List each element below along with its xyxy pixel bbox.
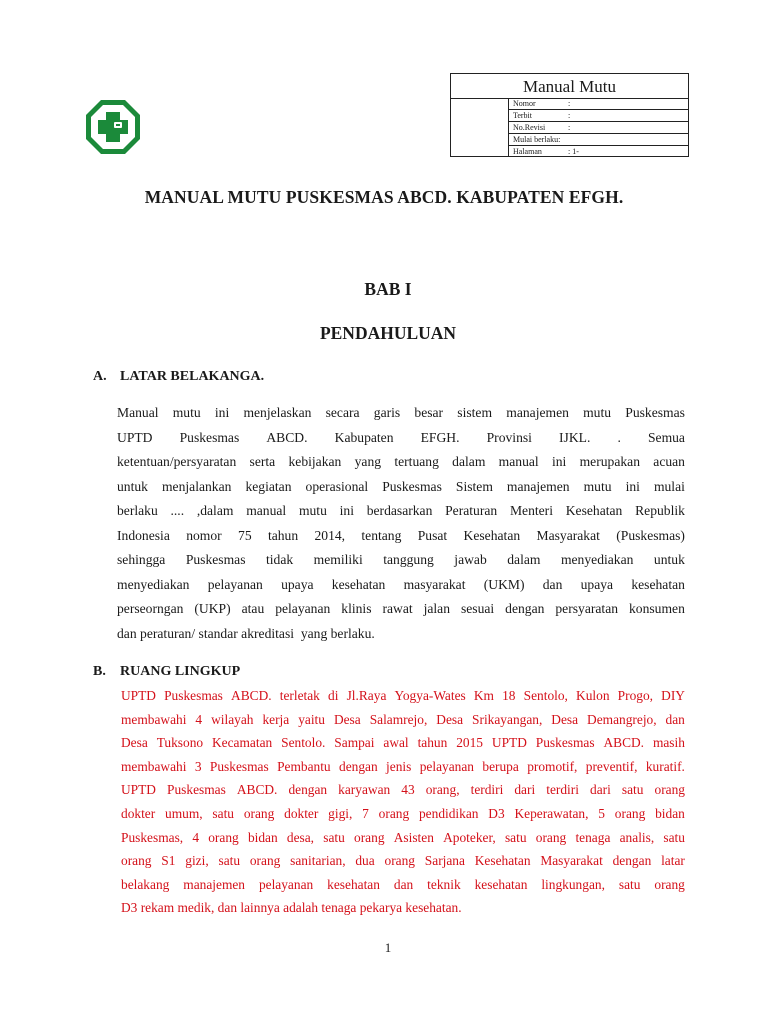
- paragraph-line: berlaku .... ,dalam manual mutu ini berdasarkan Peraturan Menteri Kesehatan Republik: [117, 503, 685, 518]
- paragraph-line: Puskesmas, 4 orang bidan desa, satu orang Asisten Apoteker, satu orang tenaga analis, satu: [121, 829, 685, 845]
- document-title: MANUAL MUTU PUSKESMAS ABCD. KABUPATEN EFGH.: [144, 187, 624, 207]
- document-control-table: [450, 73, 689, 157]
- paragraph-line: membawahi 3 Puskesmas Pembantu dengan jenis pelayanan berupa promotif, preventif, kuratif.: [121, 758, 685, 774]
- section-a-paragraph: [117, 401, 685, 646]
- chapter-title: PENDAHULUAN: [319, 323, 457, 343]
- header-row-label: No.Revisi: [513, 123, 546, 132]
- chapter-number: BAB I: [364, 279, 412, 299]
- section-number: B.: [93, 664, 106, 679]
- paragraph-line: membawahi 4 wilayah kerja yaitu Desa Salamrejo, Desa Srikayangan, Desa Demangrejo, dan: [121, 711, 685, 727]
- paragraph-line: dan peraturan/ standar akreditasi yang berlaku.: [117, 625, 375, 641]
- header-row-label: Halaman: [513, 147, 542, 156]
- header-blank-cell: [451, 98, 509, 156]
- page-number: 1: [384, 940, 392, 955]
- header-row-revisi: [508, 122, 688, 134]
- header-row-value: :: [568, 111, 571, 120]
- header-row-nomor: [508, 98, 688, 110]
- header-row-value: : 1-: [568, 147, 579, 156]
- paragraph-line: belakang manajemen pelayanan kesehatan dan teknik kesehatan lingkungan, satu orang: [121, 876, 685, 892]
- paragraph-line: Indonesia nomor 75 tahun 2014, tentang Pusat Kesehatan Masyarakat (Puskesmas): [117, 527, 685, 543]
- paragraph-line: menyediakan pelayanan upaya kesehatan masyarakat (UKM) dan upaya kesehatan: [117, 576, 685, 592]
- paragraph-line: ketentuan/persyaratan serta kebijakan yang tertuang dalam manual ini merupakan acuan: [117, 454, 685, 469]
- section-b-paragraph: [121, 684, 685, 920]
- header-row-halaman: [508, 146, 688, 157]
- paragraph-line: untuk menjalankan kegiatan operasional Puskesmas Sistem manajemen mutu ini mulai: [117, 478, 685, 494]
- section-number: A.: [93, 369, 107, 384]
- section-title: LATAR BELAKANGA.: [120, 369, 265, 384]
- section-title: RUANG LINGKUP: [120, 664, 241, 679]
- header-row-terbit: [508, 110, 688, 122]
- header-row-label: Mulai berlaku:: [513, 135, 561, 144]
- header-row-label: Terbit: [513, 111, 532, 120]
- paragraph-line: UPTD Puskesmas ABCD. terletak di Jl.Raya Yogya-Wates Km 18 Sentolo, Kulon Progo, DIY: [121, 688, 685, 703]
- header-row-label: Nomor: [513, 99, 536, 108]
- paragraph-line: D3 rekam medik, dan lainnya adalah tenaga pekarya kesehatan.: [121, 900, 462, 916]
- paragraph-line: dokter umum, satu orang dokter gigi, 7 orang pendidikan D3 Keperawatan, 5 orang bidan: [121, 805, 685, 821]
- paragraph-line: Manual mutu ini menjelaskan secara garis besar sistem manajemen mutu Puskesmas: [117, 405, 685, 420]
- header-row-value: :: [568, 99, 571, 108]
- puskesmas-logo-icon: [84, 98, 142, 156]
- header-title: Manual Mutu: [451, 74, 688, 99]
- paragraph-line: orang S1 gizi, satu orang sanitarian, dua orang Sarjana Kesehatan Masyarakat dengan latar: [121, 853, 685, 869]
- header-row-value: :: [568, 123, 571, 132]
- paragraph-line: perseorngan (UKP) atau pelayanan klinis rawat jalan sesuai dengan persyaratan konsumen: [117, 601, 685, 616]
- paragraph-line: UPTD Puskesmas ABCD. Kabupaten EFGH. Provinsi IJKL. . Semua: [117, 429, 685, 445]
- paragraph-line: sehingga Puskesmas tidak memiliki tanggung jawab dalam menyediakan untuk: [117, 552, 685, 567]
- header-rows: [508, 98, 688, 156]
- header-row-mulai-berlaku: [508, 134, 688, 146]
- paragraph-line: Desa Tuksono Kecamatan Sentolo. Sampai awal tahun 2015 UPTD Puskesmas ABCD. masih: [121, 735, 685, 751]
- paragraph-line: UPTD Puskesmas ABCD. dengan karyawan 43 orang, terdiri dari terdiri dari satu orang: [121, 782, 685, 798]
